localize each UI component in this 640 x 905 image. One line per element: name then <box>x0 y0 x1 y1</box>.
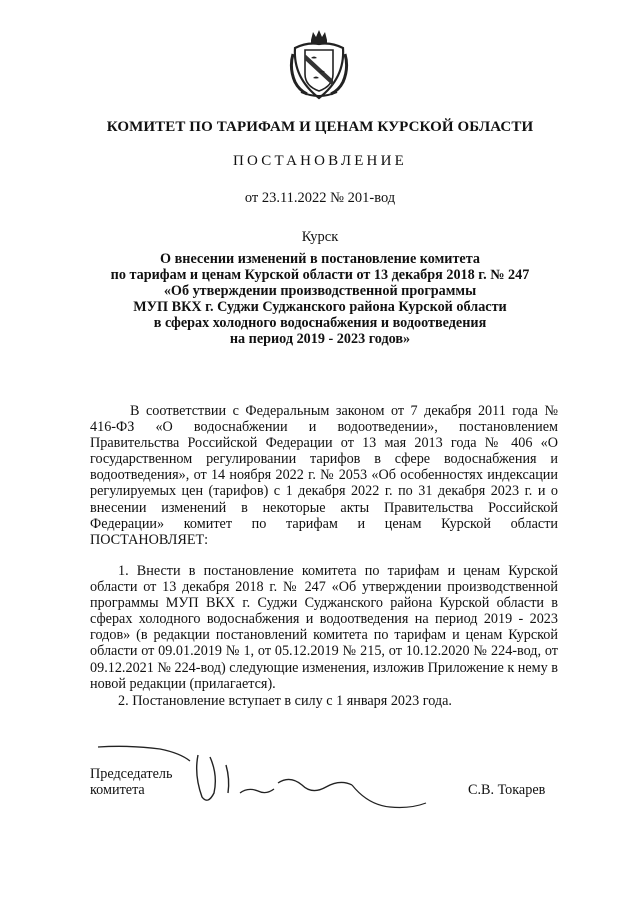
document-title <box>40 251 600 348</box>
document-title-line: по тарифам и ценам Курской области от 13 декабря 2018 г. № 247 <box>110 267 530 284</box>
clause-1-paragraph: 1. Внести в постановление комитета по тарифам и ценам Курской области от 13 декабря 2018 г. № 247 «Об утверждении производственной программы МУП ВКХ г. Суджи Суджанского района Курской области в сферах холодного водоснабжения и водоотведения на период 2019 - 2023 годов» (в редакции постановлений комитета по тарифам и ценам Курской области от 09.01.2019 № 1, от 05.12.2019 № 215, от 10.12.2020 № 224-вод, от 09.12.2021 № 224-вод) следующие изменения, изложив Приложение к нему в новой редакции (прилагается). <box>90 563 558 692</box>
document-title-line: в сферах холодного водоснабжения и водоотведения <box>153 315 487 332</box>
document-title-line: МУП ВКХ г. Суджи Суджанского района Курской области <box>133 299 507 316</box>
intro-paragraph: В соответствии с Федеральным законом от 7 декабря 2011 года № 416-ФЗ «О водоснабжении и водоотведении», постановлением Правительства Российской Федерации от 13 мая 2013 года № 406 «О государственном регулировании тарифов в сфере водоснабжения и водоотведения», от 14 ноября 2022 г. № 2053 «Об особенностях индексации регулируемых цен (тарифов) с 1 декабря 2022 г. по 31 декабря 2023 г. и о внесении изменений в некоторые акты Правительства Российской Федерации» комитет по тарифам и ценам Курской области ПОСТАНОВЛЯЕТ: <box>90 403 558 548</box>
signatory-position <box>90 766 172 798</box>
kursk-coat-of-arms-icon <box>289 28 349 100</box>
clause-2-paragraph: 2. Постановление вступает в силу с 1 января 2023 года. <box>118 693 452 709</box>
signatory-position-line: Председатель <box>90 766 173 782</box>
document-city: Курск <box>301 229 339 245</box>
document-title-line: «Об утверждении производственной программы <box>163 283 477 300</box>
document-date-number: от 23.11.2022 № 201-вод <box>244 190 396 206</box>
document-title-line: на период 2019 - 2023 годов» <box>229 331 411 348</box>
organization-name: КОМИТЕТ ПО ТАРИФАМ И ЦЕНАМ КУРСКОЙ ОБЛАСТИ <box>106 119 534 135</box>
signatory-name: С.В. Токарев <box>468 782 546 798</box>
document-title-line: О внесении изменений в постановление комитета <box>160 251 480 267</box>
document-type: ПОСТАНОВЛЕНИЕ <box>233 153 407 169</box>
signatory-position-line: комитета <box>90 782 145 799</box>
